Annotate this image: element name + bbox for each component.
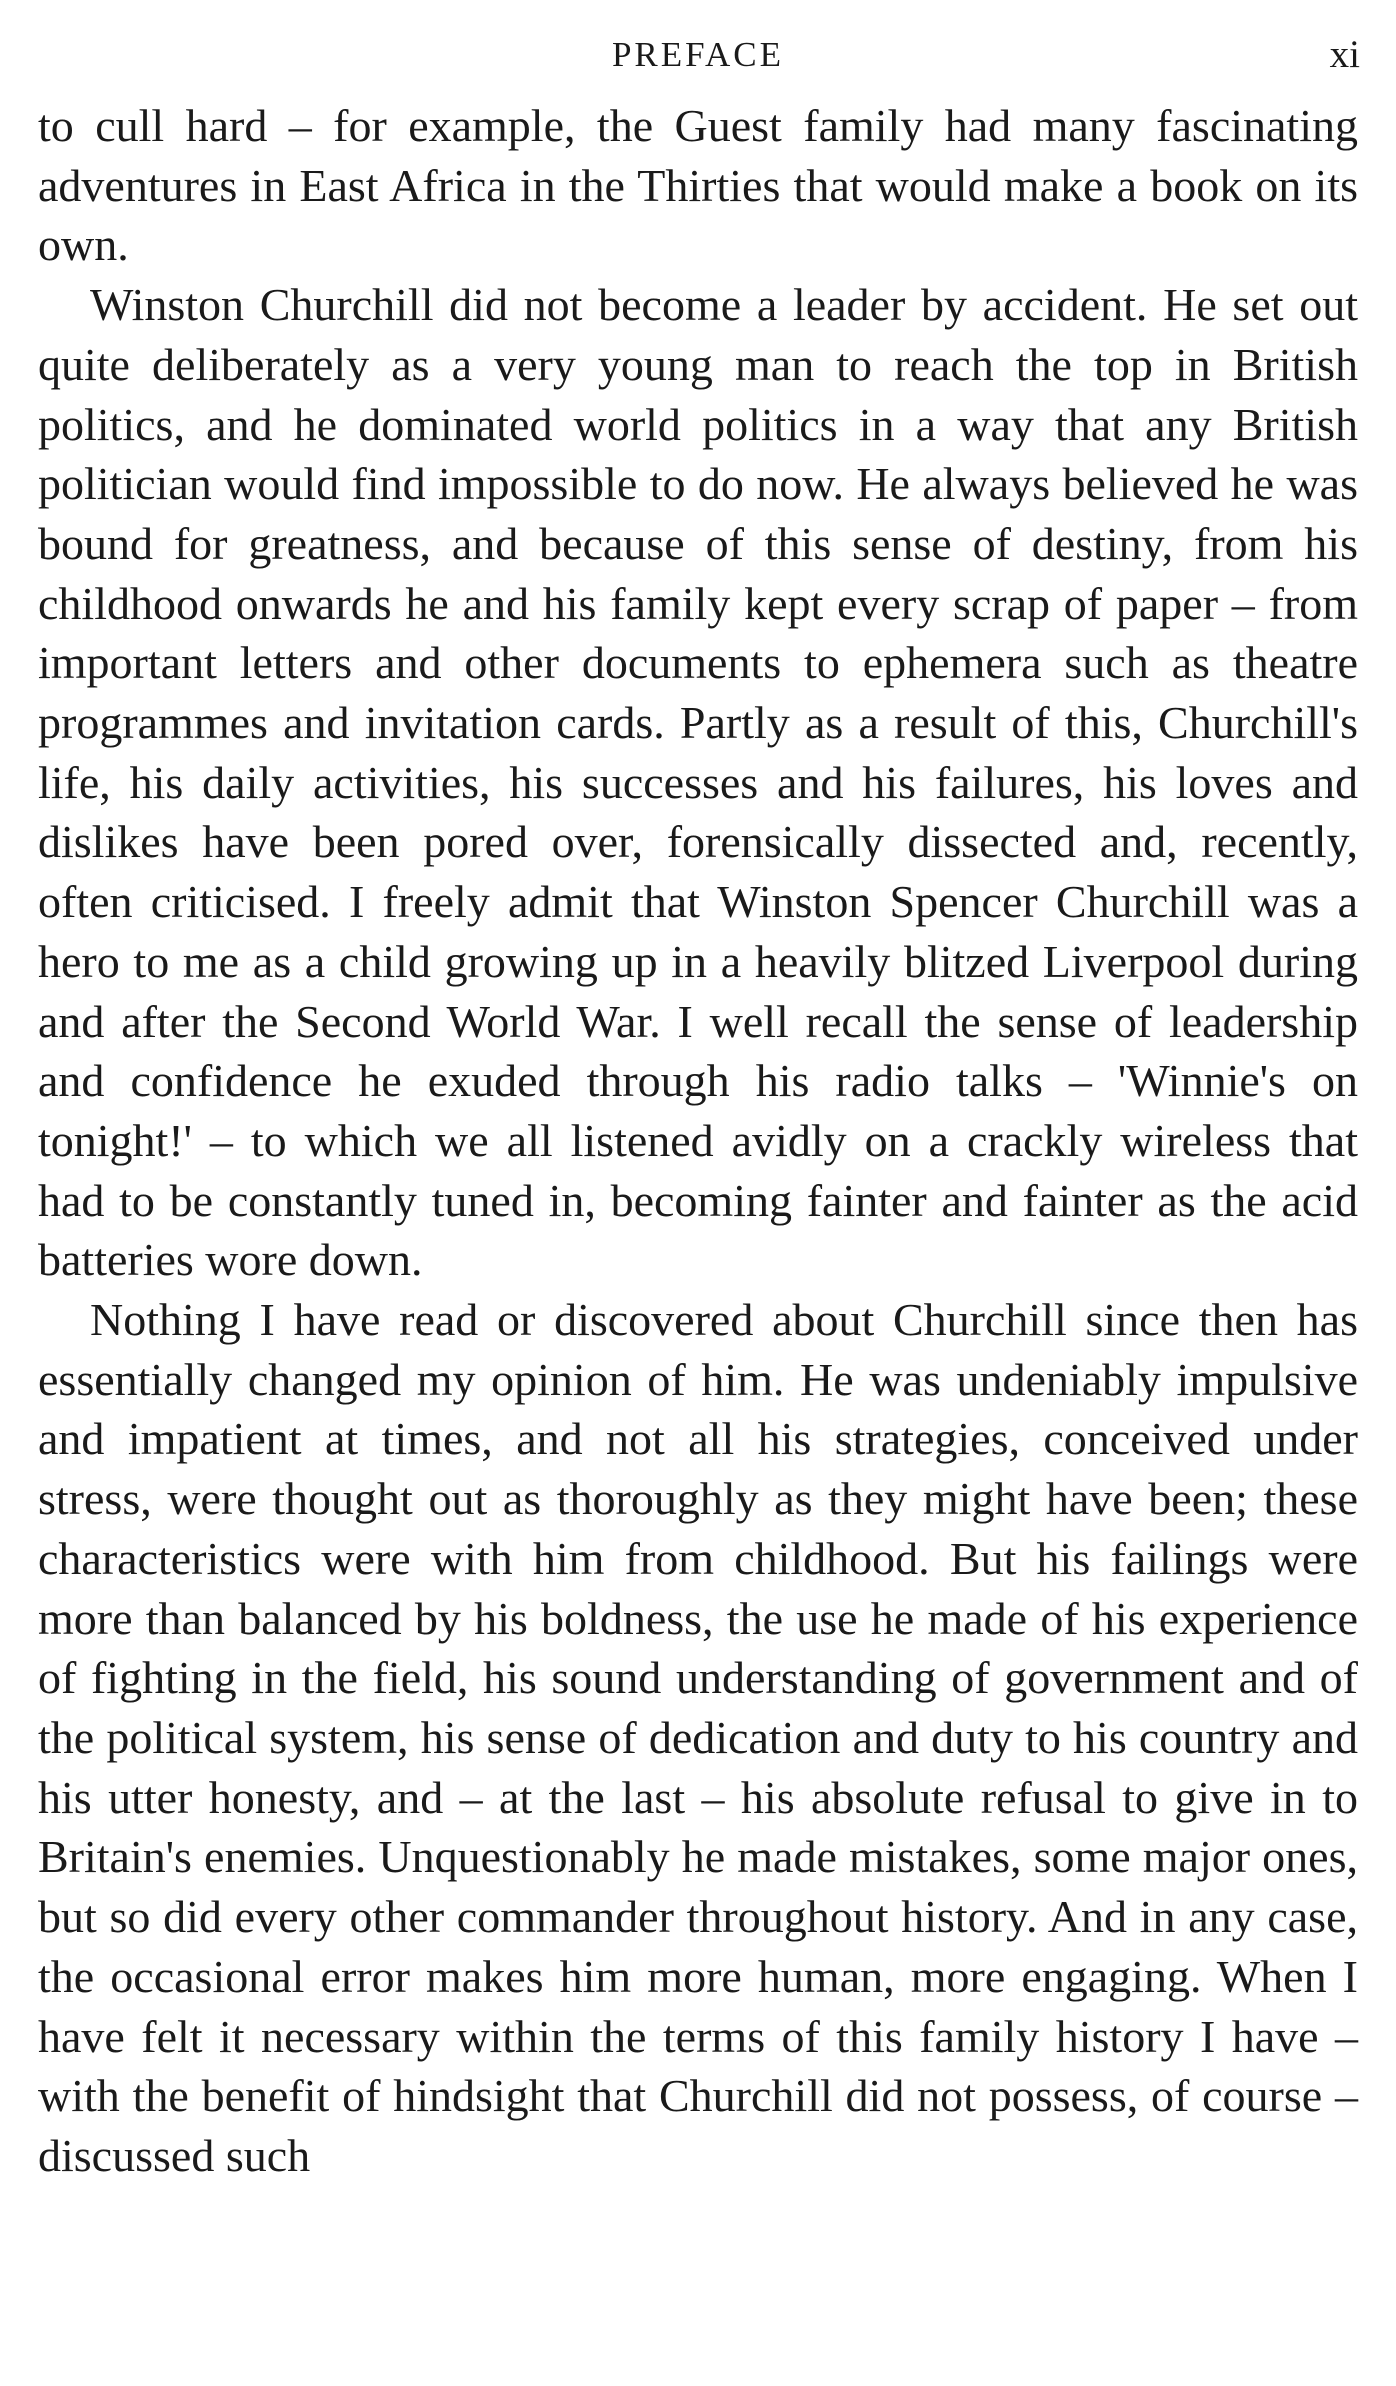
paragraph-churchill-leader: Winston Churchill did not become a leader by accident. He set out quite deliberately as a very young man to reach the top in British politics, and he dominated world politics in a way that any British politician would find impossible to do now. He always believed he was bound for greatness, and because of this sense of destiny, from his childhood onwards he and his family kept every scrap of paper – from important letters and other documents to ephemera such as theatre programmes and invitation cards. Partly as a result of this, Churchill's life, his daily activities, his successes and his failures, his loves and dislikes have been pored over, forensically dissected and, recently, often criticised. I freely admit that Winston Spencer Churchill was a hero to me as a child growing up in a heavily blitzed Liverpool during and after the Second World War. I well recall the sense of leadership and confidence he exuded through his radio talks – 'Winnie's on tonight!' – to which we all listened avidly on a crackly wireless that had to be constantly tuned in, becoming fainter and fainter as the acid batteries wore down. [38, 279, 1358, 1286]
paragraph-opinion: Nothing I have read or discovered about Churchill since then has essentially changed my opinion of him. He was undeniably impulsive and impatient at times, and not all his strategies, conceived under stress, were thought out as thoroughly as they might have been; these characteristics were with him from childhood. But his failings were more than balanced by his boldness, the use he made of his experience of fighting in the field, his sound understanding of government and of the political system, his sense of dedication and duty to his country and his utter honesty, and – at the last – his absolute refusal to give in to Britain's enemies. Unquestionably he made mistakes, some major ones, but so did every other commander throughout history. And in any case, the occasional error makes him more human, more engaging. When I have felt it necessary within the terms of this family history I have – with the benefit of hindsight that Churchill did not possess, of course – discussed such [38, 1294, 1358, 2181]
running-title: PREFACE [611, 35, 785, 74]
page-number: xi [1329, 33, 1360, 76]
running-head [36, 30, 1360, 80]
body-text [38, 96, 1358, 2186]
paragraph-continued: to cull hard – for example, the Guest family had many fascinating adventures in East Africa in the Thirties that would make a book on its own. [38, 100, 1358, 271]
